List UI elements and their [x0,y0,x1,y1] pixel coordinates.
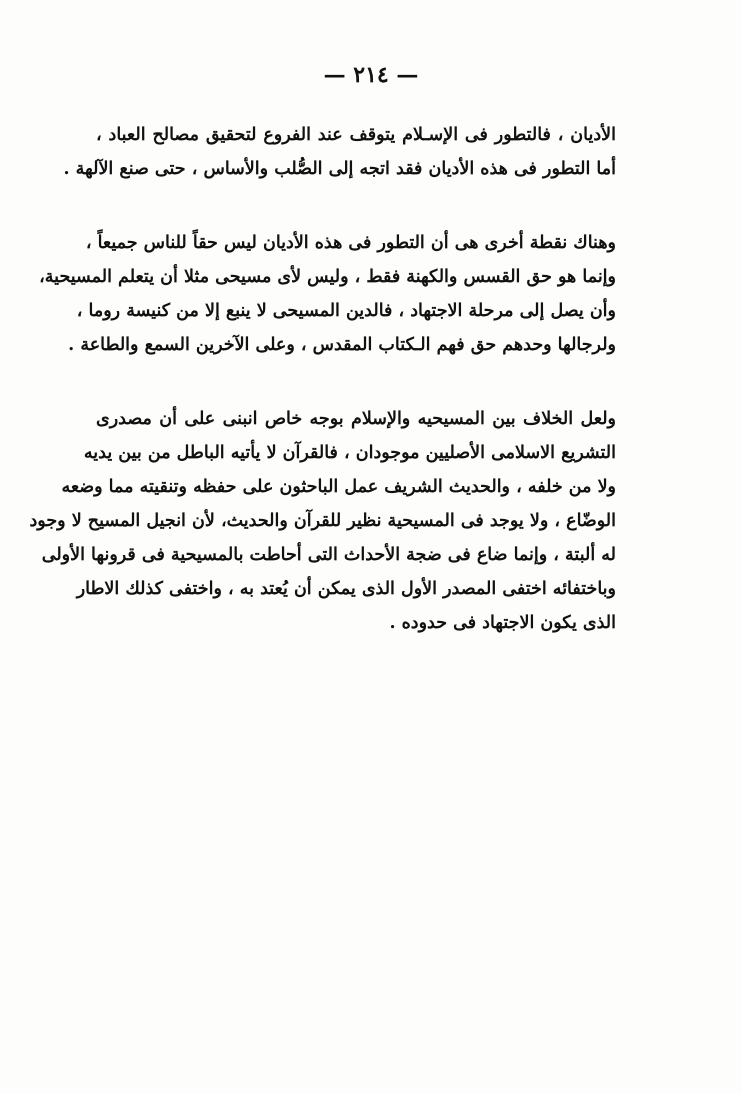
paragraph-1 [63,118,616,186]
text-line: له ألبتة ، وإنما ضاع فى ضجة الأحداث التى أحاطت بالمسيحية فى قرونها الأولى [41,545,616,565]
text-line: ولا من خلفه ، والحديث الشريف عمل الباحثون على حفظه وتنقيته مما وضعه [61,477,616,497]
text-line: الوضّاع ، ولا يوجد فى المسيحية نظير للقرآن والحديث، لأن انجيل المسيح لا وجود [29,511,616,531]
page-number: — ٢١٤ — [323,62,419,88]
paragraph-3 [29,402,616,640]
text-line: وإنما هو حق القسس والكهنة فقط ، وليس لأى مسيحى مثلا أن يتعلم المسيحية، [39,267,616,287]
text-line: الذى يكون الاجتهاد فى حدوده . [389,613,616,633]
text-line: ولرجالها وحدهم حق فهم الـكتاب المقدس ، وعلى الآخرين السمع والطاعة . [68,335,616,355]
text-line: وهناك نقطة أخرى هى أن التطور فى هذه الأديان ليس حقاً للناس جميعاً ، [85,233,616,253]
paragraph-2 [39,226,616,362]
text-line: التشريع الاسلامى الأصليين موجودان ، فالقرآن لا يأتيه الباطل من بين يديه [83,443,616,463]
text-line: أما التطور فى هذه الأديان فقد اتجه إلى الصُّلب والأساس ، حتى صنع الآلهة . [63,159,616,179]
text-line: ولعل الخلاف بين المسيحيه والإسلام بوجه خاص انبنى على أن مصدرى [96,409,616,429]
text-line: وأن يصل إلى مرحلة الاجتهاد ، فالدين المسيحى لا ينبع إلا من كنيسة روما ، [76,301,616,321]
text-line: وباختفائه اختفى المصدر الأول الذى يمكن أن يُعتد به ، واختفى كذلك الاطار [76,579,616,599]
text-line: الأديان ، فالتطور فى الإسـلام يتوقف عند الفروع لتحقيق مصالح العباد ، [96,125,616,145]
